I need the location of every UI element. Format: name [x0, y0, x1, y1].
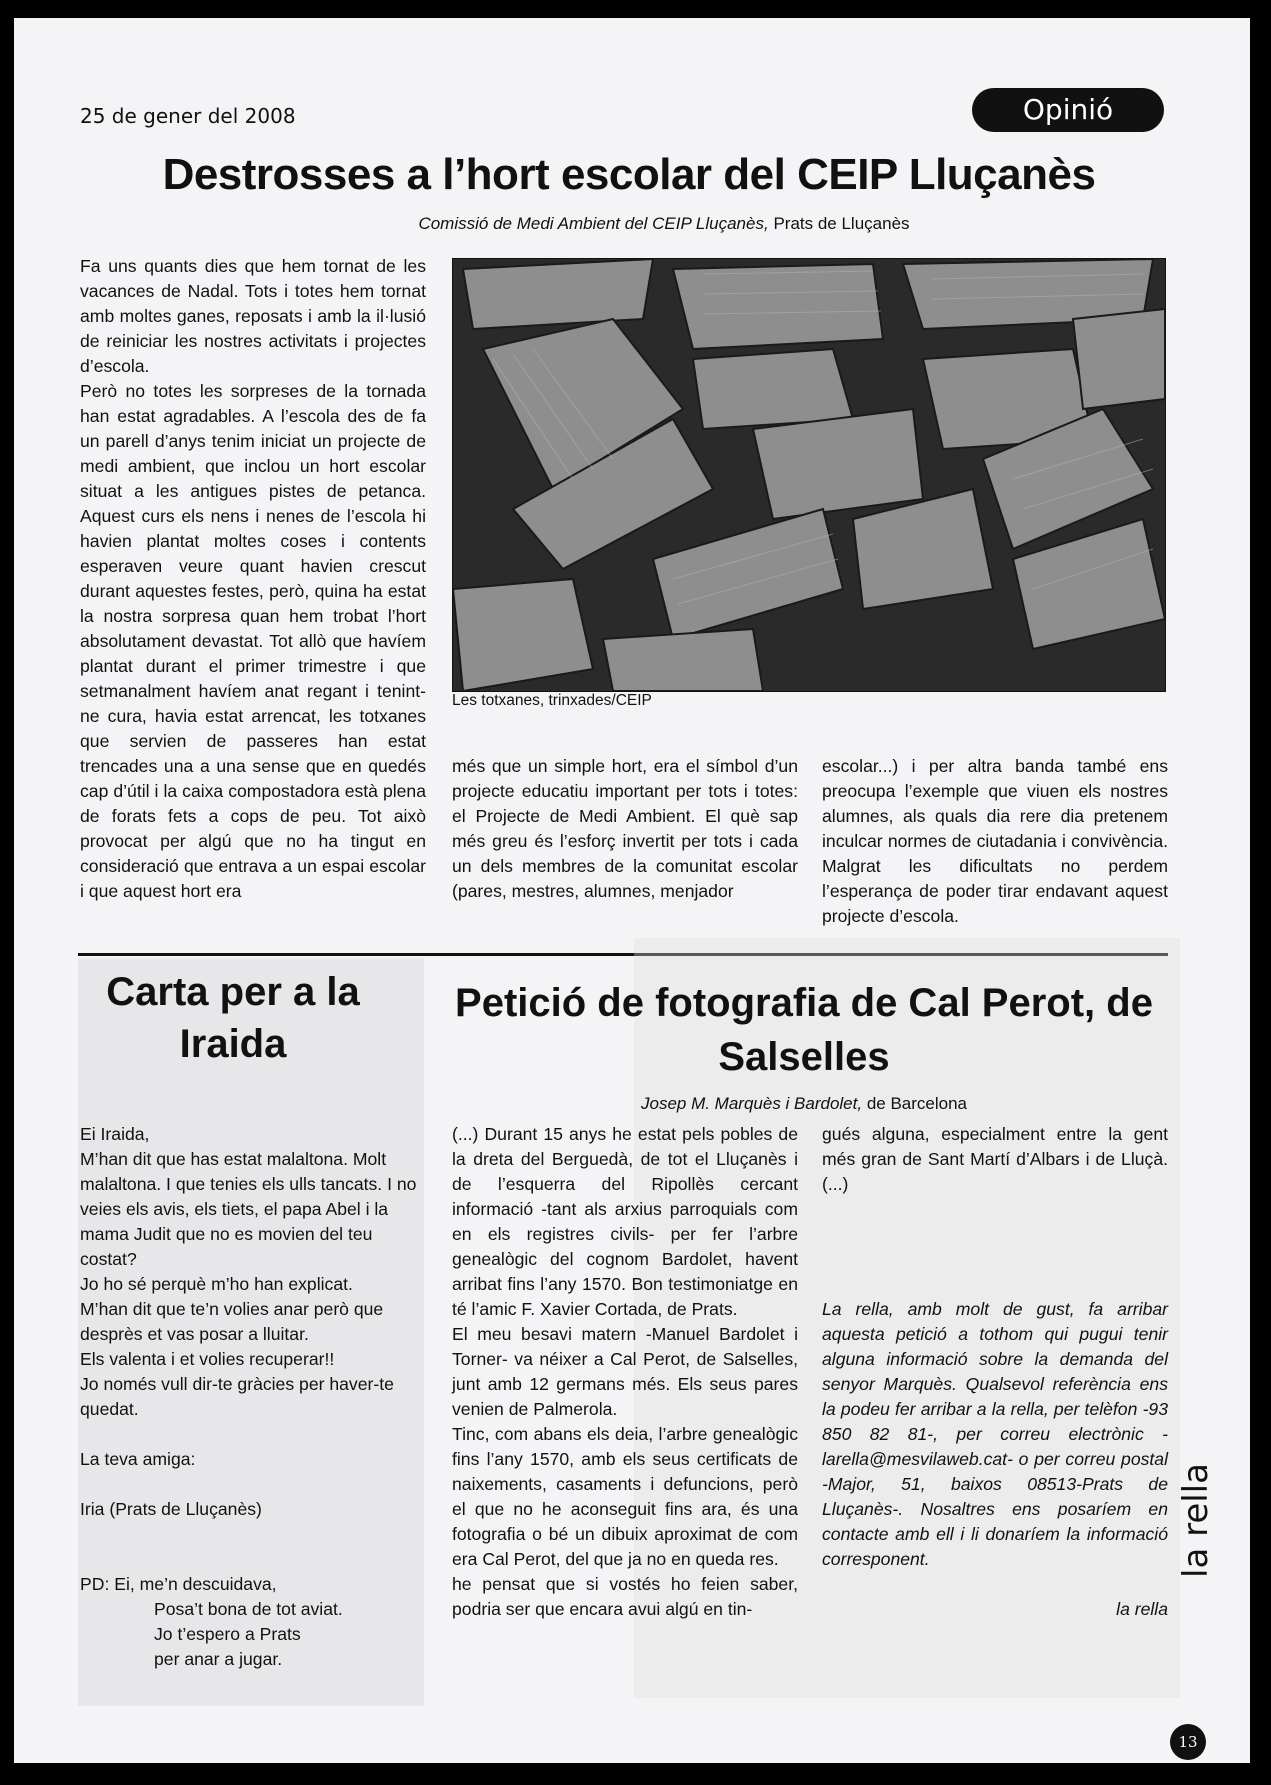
byline-place: de Barcelona	[866, 1094, 968, 1113]
photo-caption: Les totxanes, trinxades/CEIP	[452, 692, 652, 709]
page-number: 13	[1170, 1724, 1206, 1760]
paragraph: Però no totes les sorpreses de la tornada han estat agradables. A l’escola des de fa un parell d’anys tenim iniciat un projecte de medi ambient, que inclou un hort escolar situat a les antigues pistes de petanca. Aquest curs els nens i nenes de l’escola hi havien plantat moltes coses i contents esperaven veure quant havien crescut durant aquestes festes, però, quina ha estat la nostra sorpresa quan hem trobat l’hort absolutament devastat. Tot allò que havíem plantat durant el primer trimestre i que setmanalment havíem anat regant i tenint-ne cura, havia estat arrencat, les totxanes que servien de passeres han estat trencades una a una sense que en quedés cap d’útil i la caixa compostadora està plena de forats fets a cops de peu. Tot això provocat per algú que no ha tingut en consideració que entrava a un espai escolar i que aquest hort era	[80, 381, 426, 901]
letter-line: Ei Iraida,	[80, 1124, 150, 1144]
article-peticio-column-2	[822, 1122, 1168, 1622]
byline-place: Prats de Lluçanès	[773, 214, 910, 233]
letter-signature: Iria (Prats de Lluçanès)	[80, 1499, 262, 1519]
letter-line: M’han dit que has estat malaltona. Molt malaltona. I que tenies els ulls tancats. I no veies els avis, els tiets, el papa Abel i la mama Judit que no es movien del teu costat?	[80, 1149, 417, 1269]
paragraph: Tinc, com abans els deia, l’arbre genealògic fins l’any 1570, amb els seus certificats de naixements, casaments i defuncions, però el que no he aconseguit fins ara, és una fotografia o bé un dibuix aproximat de com era Cal Perot, del que ja no en queda res.	[452, 1424, 798, 1569]
broken-bricks-image	[453, 259, 1165, 691]
letter-line: M’han dit que te’n volies anar però que desprès et vas posar a lluitar.	[80, 1299, 384, 1344]
letter-line: Jo només vull dir-te gràcies per haver-te quedat.	[80, 1374, 394, 1419]
article-hort-column-3	[822, 754, 1168, 929]
paragraph: escolar...) i per altra banda també ens preocupa l’exemple que viuen els nostres alumnes, als quals dia rere dia pretenem inculcar normes de ciutadania i convivència. Malgrat les dificultats no perdem l’esperança de poder tirar endavant aquest projecte d’escola.	[822, 756, 1168, 926]
article-hort-column-1	[80, 254, 426, 904]
article-peticio-column-1	[452, 1122, 798, 1622]
article-byline-hort	[214, 214, 1114, 234]
paragraph: El meu besavi matern -Manuel Bardolet i Torner- va néixer a Cal Perot, de Salselles, junt amb 12 germans més. Els seus pares venien de Palmerola.	[452, 1324, 798, 1419]
article-byline-peticio	[444, 1094, 1164, 1114]
letter-signoff: La teva amiga:	[80, 1449, 196, 1469]
paragraph: he pensat que si vostés ho feien saber, podria ser que encara avui algú en tin-	[452, 1574, 798, 1619]
letter-ps-line: Posa’t bona de tot aviat.	[154, 1599, 343, 1619]
paragraph: (...) Durant 15 anys he estat pels pobles de la dreta del Berguedà, de tot el Lluçanès i de l’esquerra del Ripollès cercant informació -tant als arxius parroquials com en els registres civils- per fer l’arbre genealògic del cognom Bardolet, havent arribat fins l’any 1570. Bon testimoniatge en té l’amic F. Xavier Cortada, de Prats.	[452, 1124, 798, 1319]
issue-date: 25 de gener del 2008	[80, 104, 296, 128]
letter-line: Jo ho sé perquè m’ho han explicat.	[80, 1274, 353, 1294]
byline-author: Comissió de Medi Ambient del CEIP Lluçanès,	[418, 214, 769, 233]
letter-line: Els valenta i et volies recuperar!!	[80, 1349, 335, 1369]
editor-note: La rella, amb molt de gust, fa arribar aquesta petició a tothom qui pugui tenir alguna informació sobre la demanda del senyor Marquès. Qualsevol referència ens la podeu fer arribar a la rella, per telèfon -93 850 82 81-, per correu electrònic -larella@mesvilaweb.cat- o per correu postal -Major, 51, baixos 08513-Prats de Lluçanès-. Nosaltres ens posaríem en contacte amb ell i li donaríem la informació corresponent.	[822, 1299, 1168, 1569]
letter-ps: PD: Ei, me’n descuidava,	[80, 1574, 277, 1594]
article-carta-body	[80, 1122, 426, 1672]
magazine-name-vertical: la rella	[1176, 1463, 1216, 1578]
editor-note-signature: la rella	[1116, 1599, 1168, 1619]
letter-ps-line: per anar a jugar.	[154, 1649, 283, 1669]
letter-ps-line: Jo t’espero a Prats	[154, 1624, 301, 1644]
photo-broken-bricks	[452, 258, 1166, 692]
byline-author: Josep M. Marquès i Bardolet,	[640, 1094, 863, 1113]
section-label: Opinió	[972, 88, 1164, 132]
article-hort-column-2	[452, 754, 798, 904]
article-title-hort: Destrosses a l’hort escolar del CEIP Lluçanès	[162, 150, 1096, 199]
paragraph: gués alguna, especialment entre la gent més gran de Sant Martí d’Albars i de Lluçà. (...)	[822, 1124, 1168, 1194]
paragraph: més que un simple hort, era el símbol d’un projecte educatiu important per tots i totes: el Projecte de Medi Ambient. El què sap més greu és l’esforç invertit per tots i cada un dels membres de la comunitat escolar (pares, mestres, alumnes, menjador	[452, 756, 798, 901]
newspaper-page	[14, 18, 1250, 1763]
article-title-peticio: Petició de fotografia de Cal Perot, de Salselles	[455, 981, 1153, 1079]
paragraph: Fa uns quants dies que hem tornat de les vacances de Nadal. Tots i totes hem tornat amb moltes ganes, reposats i amb la il·lusió de reiniciar les nostres activitats i projectes d’escola.	[80, 256, 426, 376]
article-title-carta: Carta per a la Iraida	[106, 970, 360, 1066]
